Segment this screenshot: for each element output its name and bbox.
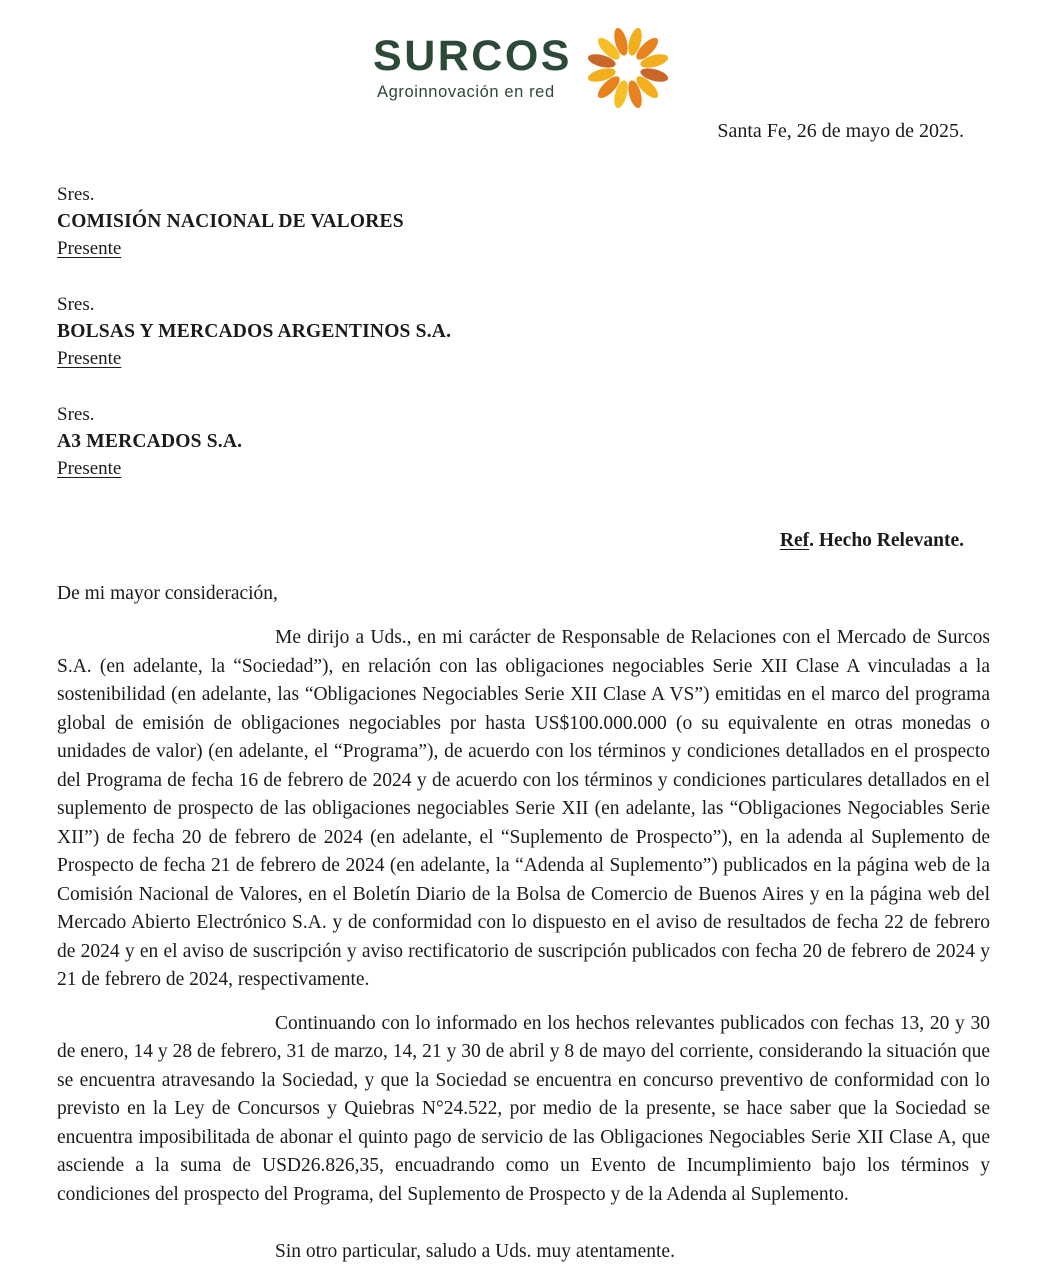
recipient-presence: Presente — [57, 348, 122, 369]
brand-name: SURCOS — [373, 32, 572, 81]
date-line: Santa Fe, 26 de mayo de 2025. — [717, 120, 964, 142]
recipient-presence: Presente — [57, 458, 122, 479]
reference-text: . Hecho Relevante. — [809, 530, 964, 551]
recipient-presence: Presente — [57, 238, 122, 259]
recipient-salutation: Sres. — [57, 184, 95, 205]
recipient-salutation: Sres. — [57, 294, 95, 315]
reference-label: Ref — [779, 530, 810, 551]
reference-line — [57, 528, 990, 554]
greeting-line: De mi mayor consideración, — [57, 583, 278, 604]
body-paragraph-2: Continuando con lo informado en los hechos relevantes publicados con fechas 13, 20 y 30 de enero, 14 y 28 de febrero, 31 de marzo, 14, 21 y 30 de abril y 8 de mayo del corriente, considerando la situación que se encuentra atravesando la Sociedad, y que la Sociedad se encuentra en concurso preventivo de conformidad con lo previsto en la Ley de Concursos y Quiebras N°24.522, por medio de la presente, se hace saber que la Sociedad se encuentra imposibilitada de abonar el quinto pago de servicio de las Obligaciones Negociables Serie XII Clase A, que asciende a la suma de USD26.826,35, encuadrando como un Evento de Incumplimiento bajo los términos y condiciones del prospecto del Programa, del Suplemento de Prospecto y de la Adenda al Suplemento. — [57, 1012, 990, 1205]
recipient-salutation: Sres. — [57, 404, 95, 425]
recipient-block-byma — [57, 292, 990, 372]
recipient-block-cnv — [57, 182, 990, 262]
recipients-section — [57, 182, 990, 482]
surcos-logo — [373, 34, 572, 101]
recipient-name: BOLSAS Y MERCADOS ARGENTINOS S.A. — [57, 321, 452, 342]
recipient-name: COMISIÓN NACIONAL DE VALORES — [57, 211, 404, 232]
recipient-block-a3 — [57, 402, 990, 482]
recipient-name: A3 MERCADOS S.A. — [57, 431, 243, 452]
sunburst-icon — [582, 22, 674, 114]
brand-tagline: Agroinnovación en red — [377, 82, 555, 101]
body-paragraph-1: Me dirijo a Uds., en mi carácter de Responsable de Relaciones con el Mercado de Surcos S.A. (en adelante, la “Sociedad”), en relación con las obligaciones negociables Serie XII Clase A vinculadas a la sostenibilidad (en adelante, las “Obligaciones Negociables Serie XII Clase A VS”) emitidas en el marco del programa global de emisión de obligaciones negociables por hasta US$100.000.000 (o su equivalente en otras monedas o unidades de valor) (en adelante, el “Programa”), de acuerdo con los términos y condiciones detallados en el prospecto del Programa de fecha 16 de febrero de 2024 y de acuerdo con los términos y condiciones particulares detallados en el suplemento de prospecto de las obligaciones negociables Serie XII (en adelante, las “Obligaciones Negociables Serie XII”) de fecha 20 de febrero de 2024 (en adelante, el “Suplemento de Prospecto”), en la adenda al Suplemento de Prospecto de fecha 21 de febrero de 2024 (en adelante, la “Adenda al Suplemento”) publicados en la página web de la Comisión Nacional de Valores, en el Boletín Diario de la Bolsa de Comercio de Buenos Aires y en la página web del Mercado Abierto Electrónico S.A. y de conformidad con lo dispuesto en el aviso de resultados de fecha 22 de febrero de 2024 y en el aviso de suscripción y aviso rectificatorio de suscripción publicados con fecha 20 de febrero de 2024 y 21 de febrero de 2024, respectivamente. — [57, 627, 990, 990]
letterhead — [57, 20, 990, 116]
closing-line: Sin otro particular, saludo a Uds. muy atentamente. — [275, 1241, 675, 1262]
